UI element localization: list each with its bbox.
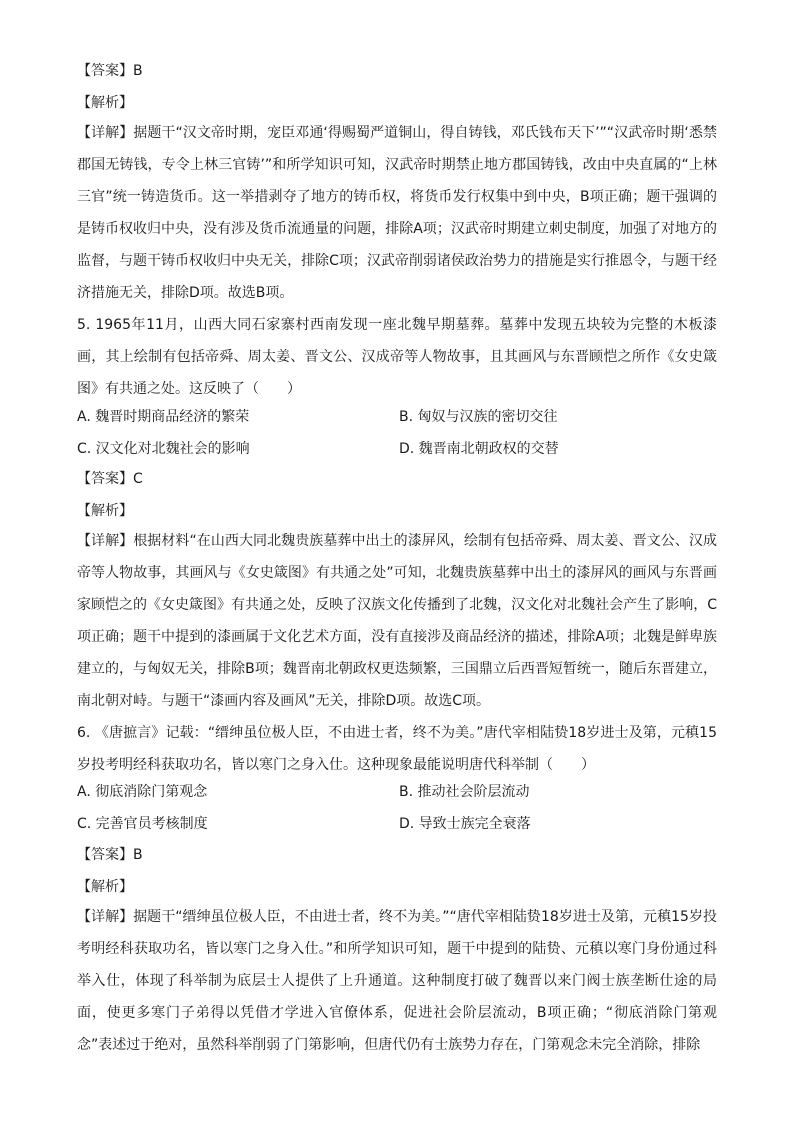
- answer-label: 【答案】C: [77, 471, 143, 487]
- option-b: B. 匈奴与汉族的密切交往: [399, 409, 558, 425]
- option-a: A. 魏晋时期商品经济的繁荣: [77, 409, 250, 425]
- answer-label: 【答案】B: [77, 847, 143, 863]
- analysis-label: 【解析】: [77, 503, 133, 519]
- option-a: A. 彻底消除门第观念: [77, 784, 208, 800]
- option-c: C. 完善官员考核制度: [77, 816, 208, 832]
- question-6-stem: 6. 《唐摭言》记载：“缙绅虽位极人臣，不由进士者，终不为美。”唐代宰相陆贽18岁进士及第，元稹15岁投考明经科获取功名，皆以寒门之身入仕。这种现象最能说明唐代科举制（ ）: [77, 725, 717, 773]
- option-b: B. 推动社会阶层流动: [399, 784, 530, 800]
- detail-paragraph: 【详解】据题干“缙绅虽位极人臣，不由进士者，终不为美。”“唐代宰相陆贽18岁进士及第，元稹15岁投考明经科获取功名，皆以寒门之身入仕。”和所学知识可知，题干中提到的陆贽、元稹以寒门身份通过科举入仕，体现了科举制为底层士人提供了上升通道。这种制度打破了魏晋以来门阀士族垄断仕途的局面，使更多寒门子弟得以凭借才学进入官僚体系，促进社会阶层流动，B项正确；“彻底消除门第观念”表述过于绝对，虽然科举削弱了门第影响，但唐代仍有士族势力存在，门第观念未完全消除，排除: [77, 909, 717, 1053]
- answer-label: 【答案】B: [77, 63, 143, 79]
- question-5-stem: 5. 1965年11月，山西大同石家寨村西南发现一座北魏早期墓葬。墓葬中发现五块较为完整的木板漆画，其上绘制有包括帝舜、周太姜、晋文公、汉成帝等人物故事，且其画风与东晋顾恺之所作《女史箴图》有共通之处。这反映了（ ）: [77, 317, 717, 397]
- option-d: D. 导致士族完全衰落: [399, 816, 531, 832]
- option-d: D. 魏晋南北朝政权的交替: [399, 441, 559, 457]
- detail-paragraph: 【详解】根据材料“在山西大同北魏贵族墓葬中出土的漆屏风，绘制有包括帝舜、周太姜、晋文公、汉成帝等人物故事，其画风与《女史箴图》有共通之处”可知，北魏贵族墓葬中出土的漆屏风的画风与东晋画家顾恺之的《女史箴图》有共通之处，反映了汉族文化传播到了北魏，汉文化对北魏社会产生了影响，C项正确；题干中提到的漆画属于文化艺术方面，没有直接涉及商品经济的描述，排除A项；北魏是鲜卑族建立的，与匈奴无关，排除B项；魏晋南北朝政权更迭频繁，三国鼎立后西晋短暂统一，随后东晋建立，南北朝对峙。与题干“漆画内容及画风”无关，排除D项。故选C项。: [77, 533, 717, 709]
- option-c: C. 汉文化对北魏社会的影响: [77, 441, 250, 457]
- detail-paragraph: 【详解】据题干“汉文帝时期，宠臣邓通‘得赐蜀严道铜山，得自铸钱，邓氏钱布天下’”“汉武帝时期‘悉禁郡国无铸钱，专令上林三官铸’”和所学知识可知，汉武帝时期禁止地方郡国铸钱，改由中央直属的“上林三官”统一铸造货币。这一举措剥夺了地方的铸币权，将货币发行权集中到中央，B项正确；题干强调的是铸币权收归中央，没有涉及货币流通量的问题，排除A项；汉武帝时期建立刺史制度，加强了对地方的监督，与题干铸币权收归中央无关，排除C项；汉武帝削弱诸侯政治势力的措施是实行推恩令，与题干经济措施无关，排除D项。故选B项。: [77, 125, 717, 301]
- analysis-label: 【解析】: [77, 879, 133, 895]
- analysis-label: 【解析】: [77, 95, 133, 111]
